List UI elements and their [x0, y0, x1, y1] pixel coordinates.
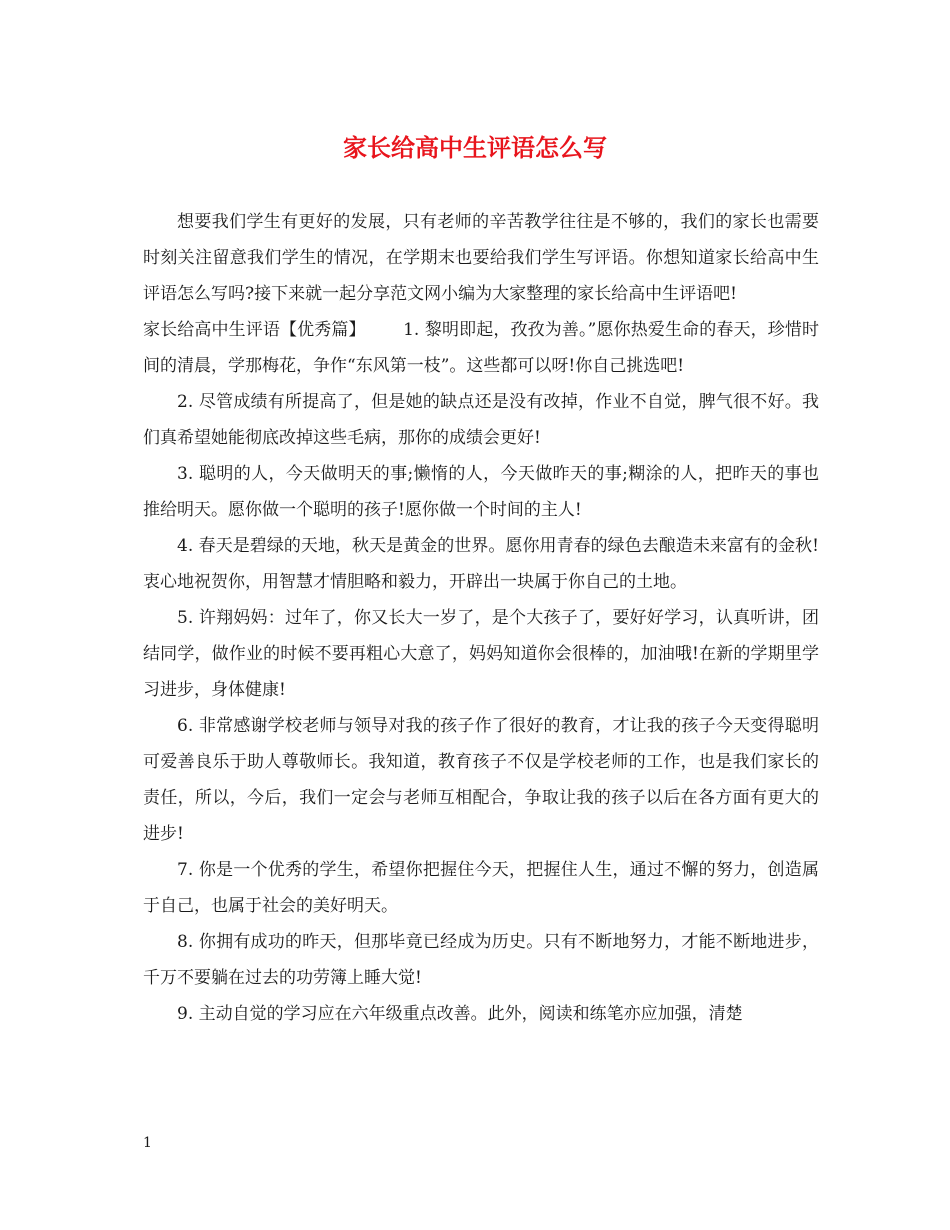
section-heading: 家长给高中生评语【优秀篇】 [143, 320, 366, 340]
document-body [143, 204, 819, 1032]
page-title: 家长给高中生评语怎么写 [343, 133, 607, 162]
list-item: 4. 春天是碧绿的天地，秋天是黄金的世界。愿你用青春的绿色去酿造未来富有的金秋!衷心地祝贺你，用智慧才情胆略和毅力，开辟出一块属于你自己的土地。 [143, 536, 819, 592]
page-number: 1 [143, 1135, 152, 1151]
list-item: 7. 你是一个优秀的学生，希望你把握住今天，把握住人生，通过不懈的努力，创造属于自己，也属于社会的美好明天。 [143, 860, 819, 916]
list-item: 9. 主动自觉的学习应在六年级重点改善。此外，阅读和练笔亦应加强，清楚 [177, 1004, 743, 1024]
list-item: 1. 黎明即起，孜孜为善。”愿你热爱生命的春天，珍惜时间的清晨，学那梅花，争作“东风第一枝”。这些都可以呀!你自己挑选吧! [143, 320, 819, 376]
intro-paragraph: 想要我们学生有更好的发展，只有老师的辛苦教学往往是不够的，我们的家长也需要时刻关注留意我们学生的情况，在学期末也要给我们学生写评语。你想知道家长给高中生评语怎么写吗?接下来就一起分享范文网小编为大家整理的家长给高中生评语吧! [143, 212, 819, 304]
list-item: 6. 非常感谢学校老师与领导对我的孩子作了很好的教育，才让我的孩子今天变得聪明可爱善良乐于助人尊敬师长。我知道，教育孩子不仅是学校老师的工作，也是我们家长的责任，所以，今后，我们一定会与老师互相配合，争取让我的孩子以后在各方面有更大的进步! [143, 716, 819, 844]
section-paragraph [143, 312, 819, 384]
list-item: 2. 尽管成绩有所提高了，但是她的缺点还是没有改掉，作业不自觉，脾气很不好。我们真希望她能彻底改掉这些毛病，那你的成绩会更好! [143, 392, 819, 448]
list-item: 5. 许翔妈妈：过年了，你又长大一岁了，是个大孩子了，要好好学习，认真听讲，团结同学，做作业的时候不要再粗心大意了，妈妈知道你会很棒的，加油哦!在新的学期里学习进步，身体健康! [143, 608, 819, 700]
list-item: 3. 聪明的人，今天做明天的事;懒惰的人，今天做昨天的事;糊涂的人，把昨天的事也推给明天。愿你做一个聪明的孩子!愿你做一个时间的主人! [143, 464, 819, 520]
list-item: 8. 你拥有成功的昨天，但那毕竟已经成为历史。只有不断地努力，才能不断地进步，千万不要躺在过去的功劳簿上睡大觉! [143, 932, 819, 988]
